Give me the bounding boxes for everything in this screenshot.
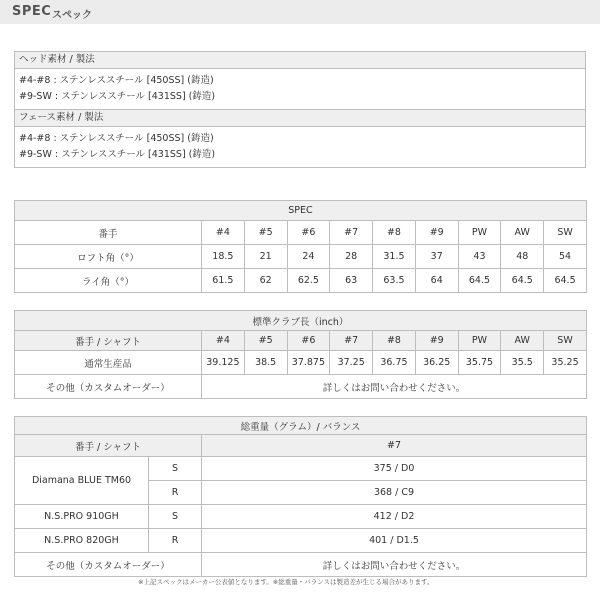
weight-value: 412 / D2	[202, 505, 587, 529]
spec-cell: 64.5	[458, 269, 501, 293]
spec-cell: 24	[287, 245, 330, 269]
shaft-name: Diamana BLUE TM60	[15, 457, 149, 505]
length-title: 標準クラブ長（inch）	[15, 311, 587, 331]
material-table	[14, 51, 586, 168]
spec-cell: 64.5	[544, 269, 587, 293]
footnote: ※上記スペックはメーカー公表値となります。※総重量・バランスは製造差が生じる場合があります。	[138, 578, 434, 586]
spec-cell: 37	[415, 245, 458, 269]
spec-cell: 63	[330, 269, 373, 293]
face-material-values	[15, 127, 586, 168]
spec-cell: 54	[544, 245, 587, 269]
weight-title: 総重量（グラム）/ バランス	[15, 417, 587, 435]
weight-table	[14, 416, 587, 577]
flex-label: S	[149, 505, 202, 529]
length-row-label: その他（カスタムオーダー）	[15, 375, 202, 399]
length-col: SW	[544, 331, 587, 351]
length-col: #7	[330, 331, 373, 351]
length-row-header: 番手 / シャフト	[15, 331, 202, 351]
length-cell: 35.5	[501, 351, 544, 375]
spec-cell: 43	[458, 245, 501, 269]
length-cell: 36.25	[415, 351, 458, 375]
spec-col: #5	[244, 221, 287, 245]
weight-value: 368 / C9	[202, 481, 587, 505]
spec-col: PW	[458, 221, 501, 245]
spec-title: SPEC	[15, 201, 587, 221]
flex-label: R	[149, 529, 202, 553]
length-col: #4	[202, 331, 245, 351]
length-cell: 38.5	[244, 351, 287, 375]
length-cell: 37.875	[287, 351, 330, 375]
shaft-name: N.S.PRO 820GH	[15, 529, 149, 553]
length-col: #5	[244, 331, 287, 351]
length-cell: 39.125	[202, 351, 245, 375]
spec-cell: 62	[244, 269, 287, 293]
spec-col: #6	[287, 221, 330, 245]
flex-label: S	[149, 457, 202, 481]
spec-cell: 31.5	[373, 245, 416, 269]
spec-cell: 21	[244, 245, 287, 269]
length-cell: 35.75	[458, 351, 501, 375]
spec-col: AW	[501, 221, 544, 245]
head-material-values	[15, 69, 586, 110]
spec-cell: 62.5	[287, 269, 330, 293]
header-subtitle: スペック	[52, 10, 92, 21]
length-col: #9	[415, 331, 458, 351]
header-title: SPEC	[12, 4, 52, 19]
spec-row-header: 番手	[15, 221, 202, 245]
length-cell: 36.75	[373, 351, 416, 375]
head-material-line: #9-SW : ステンレススチール [431SS] (鋳造)	[19, 91, 216, 102]
spec-cell: 48	[501, 245, 544, 269]
length-col: #6	[287, 331, 330, 351]
weight-col: #7	[202, 435, 587, 457]
page-header	[0, 0, 600, 24]
spec-col: #4	[202, 221, 245, 245]
spec-cell: 63.5	[373, 269, 416, 293]
face-material-label: フェース素材 / 製法	[15, 110, 586, 127]
head-material-line: #4-#8 : ステンレススチール [450SS] (鋳造)	[19, 75, 214, 86]
spec-cell: 18.5	[202, 245, 245, 269]
length-cell: 37.25	[330, 351, 373, 375]
spec-cell: 28	[330, 245, 373, 269]
spec-cell: 61.5	[202, 269, 245, 293]
spec-row-lie	[15, 269, 587, 293]
length-col: #8	[373, 331, 416, 351]
spec-row-loft	[15, 245, 587, 269]
length-row-standard	[15, 351, 587, 375]
head-material-label: ヘッド素材 / 製法	[15, 52, 586, 69]
spec-col: #8	[373, 221, 416, 245]
face-material-line: #4-#8 : ステンレススチール [450SS] (鋳造)	[19, 133, 214, 144]
length-row-custom	[15, 375, 587, 399]
length-row-label: 通常生産品	[15, 351, 202, 375]
spec-col: SW	[544, 221, 587, 245]
length-col: PW	[458, 331, 501, 351]
length-col: AW	[501, 331, 544, 351]
length-cell: 35.25	[544, 351, 587, 375]
length-custom-note: 詳しくはお問い合わせください。	[202, 375, 587, 399]
spec-cell: 64.5	[501, 269, 544, 293]
spec-row-label: ライ角（°）	[15, 269, 202, 293]
face-material-line: #9-SW : ステンレススチール [431SS] (鋳造)	[19, 149, 216, 160]
shaft-name: N.S.PRO 910GH	[15, 505, 149, 529]
weight-row-header: 番手 / シャフト	[15, 435, 202, 457]
weight-value: 375 / D0	[202, 457, 587, 481]
weight-custom-label: その他（カスタムオーダー）	[15, 553, 202, 577]
weight-custom-note: 詳しくはお問い合わせください。	[202, 553, 587, 577]
spec-cell: 64	[415, 269, 458, 293]
spec-col: #7	[330, 221, 373, 245]
spec-col: #9	[415, 221, 458, 245]
length-table	[14, 310, 587, 399]
spec-row-label: ロフト角（°）	[15, 245, 202, 269]
spec-table	[14, 200, 587, 293]
weight-value: 401 / D1.5	[202, 529, 587, 553]
flex-label: R	[149, 481, 202, 505]
